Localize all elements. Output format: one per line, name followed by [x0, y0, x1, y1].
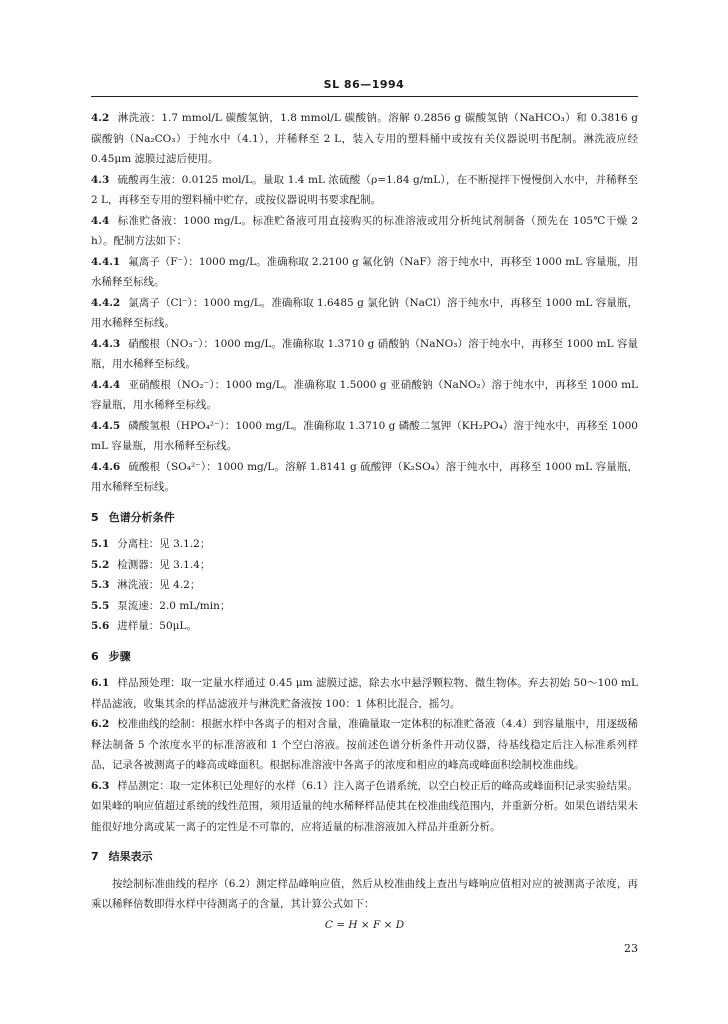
clause-text: 样品测定：取一定体积已处理好的水样（6.1）注入离子色谱系统，以空白校正后的峰高或峰面积记录实验结果。如果峰的响应值超过系统的线性范围，须用适量的纯水稀释样品使其在校准曲线范围内，并重新分析。如果色谱结果未能很好地分离或某一离子的定性是不可靠的，应将适量的标准溶液加入样品并重新分析。 [91, 779, 638, 833]
clause-text: 检测器：见 3.1.4； [117, 558, 211, 571]
clause-4-4-3 [91, 334, 638, 375]
section-number: 7 [91, 850, 99, 863]
clause-text: 分离柱：见 3.1.2； [117, 538, 211, 550]
clause-text: 磷酸氢根（HPO₄²⁻）：1000 mg/L。准确称取 1.3710 g 磷酸二氢钾（KH₂PO₄）溶于纯水中，再移至 1000 mL 容量瓶，用水稀释至标线。 [91, 419, 638, 452]
document-body [91, 108, 638, 935]
page-number: 23 [624, 942, 638, 955]
clause-number: 4.4.2 [91, 296, 121, 309]
section-heading-6 [91, 647, 638, 668]
standard-code: SL 86—1994 [323, 78, 405, 91]
clause-text: 淋洗液：见 4.2； [117, 579, 201, 591]
clause-5-3 [91, 575, 638, 596]
clause-text: 泵流速：2.0 mL/min； [117, 599, 231, 612]
clause-number: 4.3 [91, 173, 110, 186]
clause-4-4-1 [91, 252, 638, 293]
clause-number: 6.2 [91, 718, 110, 730]
clause-number: 6.1 [91, 677, 110, 689]
clause-5-6 [91, 616, 638, 637]
clause-text: 亚硝酸根（NO₂⁻）：1000 mg/L。准确称取 1.5000 g 亚硝酸钠（NaNO₂）溶于纯水中，再移至 1000 mL 容量瓶，用水稀释至标线。 [91, 378, 638, 411]
clause-text: 硫酸根（SO₄²⁻）：1000 mg/L。溶解 1.8141 g 硫酸钾（K₂SO₄）溶于纯水中，再移至 1000 mL 容量瓶，用水稀释至标线。 [91, 460, 638, 493]
clause-number: 4.4.5 [91, 419, 121, 432]
clause-4-4 [91, 211, 638, 252]
clause-4-4-4 [91, 375, 638, 416]
clause-4-2 [91, 108, 638, 170]
clause-number: 4.4.6 [91, 460, 121, 473]
clause-number: 4.2 [91, 112, 110, 124]
clause-number: 5.2 [91, 558, 110, 571]
clause-5-2 [91, 555, 638, 576]
clause-4-4-5 [91, 416, 638, 457]
clause-number: 5.5 [91, 599, 110, 612]
calculation-formula: C = H × F × D [324, 918, 405, 931]
clause-6-1 [91, 673, 638, 714]
section-heading-7 [91, 847, 638, 868]
clause-text: 样品预处理：取一定量水样通过 0.45 μm 滤膜过滤，除去水中悬浮颗粒物、微生物体。弃去初始 50～100 mL 样品滤液，收集其余的样品滤液并与淋洗贮备液按 100：1 体积比混合，摇匀。 [91, 677, 638, 710]
clause-text: 淋洗液：1.7 mmol/L 碳酸氢钠，1.8 mmol/L 碳酸钠。溶解 0.2856 g 碳酸氢钠（NaHCO₃）和 0.3816 g 碳酸钠（Na₂CO₃）于纯水中（4.1），并稀释至 2 L，装入专用的塑料桶中或按有关仪器说明书配制。淋洗液应经 0.45μm 滤膜过滤后使用。 [91, 112, 638, 165]
header-rule [91, 96, 638, 97]
clause-text: 氯离子（Cl⁻）：1000 mg/L。准确称取 1.6485 g 氯化钠（NaCl）溶于纯水中，再移至 1000 mL 容量瓶，用水稀释至标线。 [91, 296, 638, 329]
clause-4-3 [91, 170, 638, 211]
clause-number: 4.4.1 [91, 255, 121, 268]
section-number: 5 [91, 510, 99, 524]
clause-number: 4.4 [91, 214, 110, 227]
clause-6-2 [91, 714, 638, 776]
clause-5-5 [91, 596, 638, 617]
section-title: 色谱分析条件 [108, 510, 175, 524]
clause-number: 4.4.3 [91, 337, 121, 350]
clause-4-4-2 [91, 293, 638, 334]
clause-number: 6.3 [91, 779, 110, 792]
clause-6-3 [91, 776, 638, 838]
clause-text: 硝酸根（NO₃⁻）：1000 mg/L。准确称取 1.3710 g 硝酸钠（NaNO₃）溶于纯水中，再移至 1000 mL 容量瓶，用水稀释至标线。 [91, 337, 638, 370]
section-number: 6 [91, 649, 99, 663]
section-title: 步骤 [108, 649, 131, 663]
clause-number: 5.6 [91, 620, 110, 632]
clause-text: 校准曲线的绘制：根据水样中各离子的相对含量，准确量取一定体积的标准贮备液（4.4）到容量瓶中，用逐级稀释法制备 5 个浓度水平的标准溶液和 1 个空白溶液。按前述色谱分析条件开动仪器，待基线稳定后注入标准系列样品，记录各被测离子的峰高或峰面积。根据标准溶液中各离子的浓度和相应的峰高或峰面积绘制校准曲线。 [91, 718, 638, 771]
section-title: 结果表示 [108, 850, 153, 863]
result-paragraph: 按绘制标准曲线的程序（6.2）测定样品峰响应值，然后从校准曲线上查出与峰响应值相对应的被测离子浓度，再乘以稀释倍数即得水样中待测离子的含量，其计算公式如下： [91, 877, 638, 910]
clause-text: 标准贮备液：1000 mg/L。标准贮备液可用直接购买的标准溶液或用分析纯试剂制备（预先在 105℃干燥 2 h）。配制方法如下： [91, 214, 638, 247]
clause-text: 氟离子（F⁻）：1000 mg/L。准确称取 2.2100 g 氟化钠（NaF）溶于纯水中，再移至 1000 mL 容量瓶，用水稀释至标线。 [91, 255, 638, 288]
clause-text: 进样量：50μL。 [117, 620, 197, 632]
clause-number: 5.3 [91, 579, 110, 591]
clause-number: 5.1 [91, 538, 110, 550]
section-heading-5 [91, 508, 638, 529]
clause-number: 4.4.4 [91, 378, 121, 391]
clause-text: 硫酸再生液：0.0125 mol/L。量取 1.4 mL 浓硫酸（ρ=1.84 g/mL），在不断搅拌下慢慢倒入水中，并稀释至 2 L，再移至专用的塑料桶中贮存，或按仪器说明书要求配制。 [91, 173, 638, 206]
clause-5-1 [91, 534, 638, 555]
page-header [0, 78, 728, 91]
clause-4-4-6 [91, 457, 638, 498]
